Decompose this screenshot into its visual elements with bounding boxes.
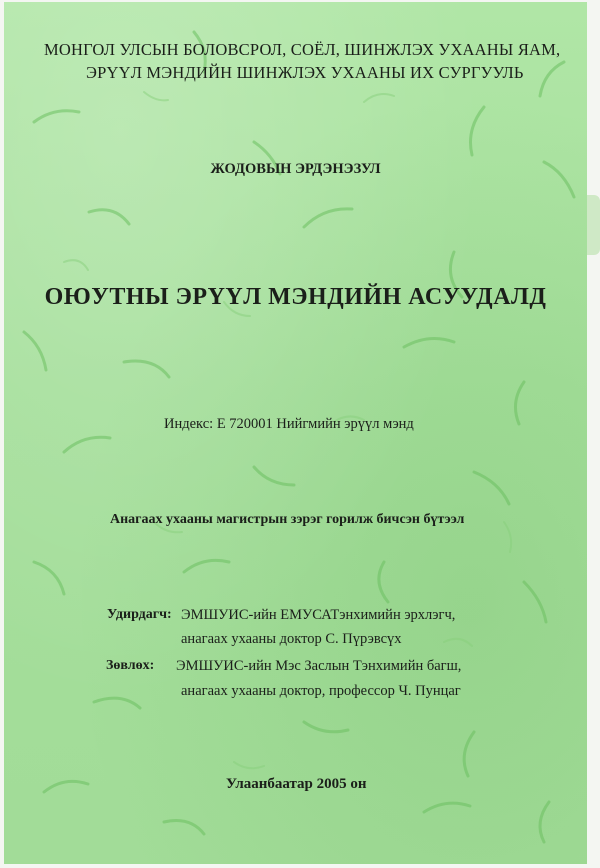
advisor-name: анагаах ухааны доктор, профессор Ч. Пунцаг bbox=[181, 683, 461, 699]
thesis-description: Анагаах ухааны магистрын зэрэг горилж бичсэн бүтээл bbox=[110, 512, 465, 527]
decorative-grass-texture bbox=[4, 2, 587, 864]
supervisor-affiliation: ЭМШУИС-ийн ЕМУСАТэнхимийн эрхлэгч, bbox=[181, 607, 456, 623]
supervisor-name: анагаах ухааны доктор С. Пүрэвсүх bbox=[181, 631, 402, 647]
city-year: Улаанбаатар 2005 он bbox=[226, 776, 367, 792]
ministry-name: МОНГОЛ УЛСЫН БОЛОВСРОЛ, СОЁЛ, ШИНЖЛЭХ УХААНЫ ЯАМ, bbox=[44, 40, 561, 59]
index-code: Индекс: Е 720001 Нийгмийн эрүүл мэнд bbox=[164, 416, 414, 432]
advisor-affiliation: ЭМШУИС-ийн Мэс Заслын Тэнхимийн багш, bbox=[176, 658, 462, 674]
university-name: ЭРҮҮЛ МЭНДИЙН ШИНЖЛЭХ УХААНЫ ИХ СУРГУУЛЬ bbox=[86, 63, 524, 82]
author-name: ЖОДОВЫН ЭРДЭНЭЗУЛ bbox=[210, 161, 381, 177]
advisor-label: Зөвлөх: bbox=[106, 658, 155, 673]
thesis-title: ОЮУТНЫ ЭРҮҮЛ МЭНДИЙН АСУУДАЛД bbox=[44, 284, 547, 310]
supervisor-label: Удирдагч: bbox=[107, 607, 172, 622]
thesis-cover-page bbox=[4, 2, 587, 864]
cover-edge-tab bbox=[587, 195, 600, 255]
